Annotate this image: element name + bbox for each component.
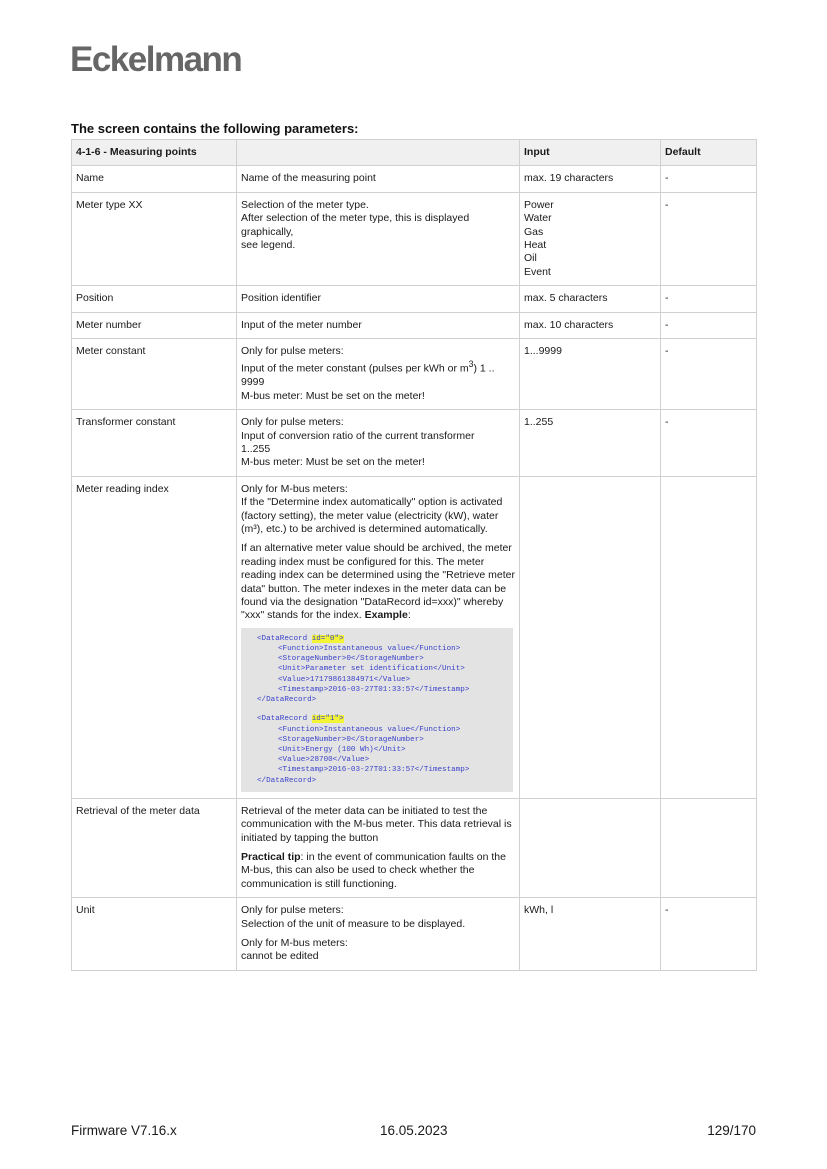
param-input [520,476,661,798]
footer-date: 16.05.2023 [380,1123,448,1138]
param-input: Power Water Gas Heat Oil Event [520,192,661,285]
param-description: Input of the meter number [237,312,520,338]
description-paragraph: Only for M-bus meters: If the "Determine index automatically" option is activated (factory setting), the meter value (electricity (kW), water (m³), etc.) to be archived is determined automatically. [241,482,503,536]
footer-page-number: 129/170 [707,1123,756,1138]
footer-version: Firmware V7.16.x [71,1123,177,1138]
code-line [257,714,507,724]
param-description [237,476,520,798]
description-text: Only for pulse meters: Input of the meter constant (pulses per kWh or m [241,345,469,375]
code-tag: <DataRecord [257,715,312,724]
param-default: - [661,339,757,410]
tip-label: Practical tip [241,850,301,863]
param-description: Position identifier [237,286,520,312]
table-row [72,312,757,338]
param-name: Unit [72,898,237,971]
param-default: - [661,166,757,192]
code-example [241,628,513,792]
code-line: <StorageNumber>0</StorageNumber> [278,735,424,744]
param-input: kWh, l [520,898,661,971]
code-line: <Timestamp>2016-03-27T01:33:57</Timestamp> [278,766,470,775]
param-input: max. 10 characters [520,312,661,338]
header-measuring-points: 4-1-6 - Measuring points [72,140,237,166]
param-description [237,339,520,410]
description-text: ) 1 .. 9999 M-bus meter: Must be set on the meter! [241,362,495,402]
param-description: Only for pulse meters: Input of conversion ratio of the current transformer 1..255 M-bus meter: Must be set on the meter! [237,410,520,477]
header-description [237,140,520,166]
description-paragraph: Only for pulse meters: Selection of the unit of measure to be displayed. [241,904,466,930]
highlighted-id: id="0"> [311,634,344,643]
param-default: - [661,410,757,477]
parameters-table [71,139,757,971]
param-input: 1..255 [520,410,661,477]
param-default [661,798,757,897]
code-line: <Value>17179861384971</Value> [278,675,411,684]
code-line: <StorageNumber>0</StorageNumber> [278,655,424,664]
code-line: <Unit>Parameter set identification</Unit> [278,665,465,674]
code-line: <Value>28700</Value> [278,756,370,765]
description-paragraph [241,851,515,891]
code-line: <Function>Instantaneous value</Function> [278,725,461,734]
highlighted-id: id="1"> [311,715,344,724]
description-paragraph: Only for M-bus meters: cannot be edited [241,936,348,963]
param-description [237,898,520,971]
param-input: 1...9999 [520,339,661,410]
colon: : [407,609,411,622]
param-name: Transformer constant [72,410,237,477]
param-name: Position [72,286,237,312]
table-row [72,166,757,192]
header-default: Default [661,140,757,166]
param-input: max. 5 characters [520,286,661,312]
table-row [72,192,757,285]
table-row [72,476,757,798]
header-input: Input [520,140,661,166]
param-default [661,476,757,798]
param-description: Selection of the meter type. After selection of the meter type, this is displayed graphically, see legend. [237,192,520,285]
tip-text: : in the event of communication faults on the M-bus, this can also be used to check whether the communication is still functioning. [241,850,506,890]
param-default: - [661,286,757,312]
table-row [72,410,757,477]
superscript: 3 [468,359,474,370]
code-line [257,634,507,644]
description-text: If an alternative meter value should be archived, the meter reading index must be configured for this. The meter reading index can be determined using the "Retrieve meter data" button. The meter indexes in the meter data can be found via the designation "DataRecord id=xxx)" whereby "xxx" stands for the index. [241,542,515,622]
param-description [237,798,520,897]
table-row [72,898,757,971]
param-name: Name [72,166,237,192]
param-name: Meter number [72,312,237,338]
description-paragraph [241,542,515,622]
description-paragraph: Retrieval of the meter data can be initiated to test the communication with the M-bus meter. This data retrieval is initiated by tapping the button [241,804,512,844]
param-input [520,798,661,897]
param-default: - [661,898,757,971]
param-name: Retrieval of the meter data [72,798,237,897]
param-name: Meter constant [72,339,237,410]
code-line: <Function>Instantaneous value</Function> [278,645,461,654]
section-heading: The screen contains the following parameters: [71,121,359,136]
table-header-row [72,140,757,166]
code-tag: <DataRecord [257,634,312,643]
param-name: Meter reading index [72,476,237,798]
code-line: </DataRecord> [257,696,317,705]
param-description: Name of the measuring point [237,166,520,192]
code-line: </DataRecord> [257,776,317,785]
param-default: - [661,192,757,285]
param-input: max. 19 characters [520,166,661,192]
param-name: Meter type XX [72,192,237,285]
param-default: - [661,312,757,338]
code-line: <Unit>Energy (100 Wh)</Unit> [278,745,406,754]
table-row [72,798,757,897]
table-row [72,286,757,312]
example-label: Example [364,609,408,622]
company-logo: Eckelmann [70,40,242,79]
code-line: <Timestamp>2016-03-27T01:33:57</Timestamp> [278,685,470,694]
table-row [72,339,757,410]
